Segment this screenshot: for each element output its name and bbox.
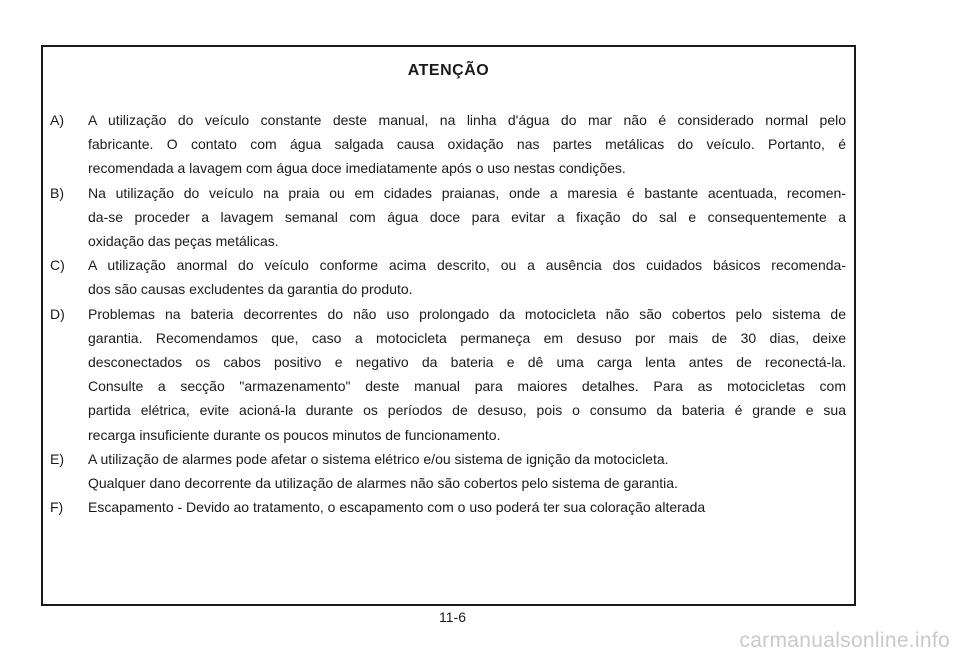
- item-letter: E): [50, 450, 64, 467]
- item-line: oxidação das peças metálicas.: [88, 233, 279, 250]
- item-b: [43, 181, 854, 254]
- item-line: recarga insuficiente durante os poucos minutos de funcionamento.: [88, 426, 501, 443]
- item-d: [43, 302, 854, 447]
- item-letter: B): [50, 184, 64, 201]
- item-letter: F): [50, 499, 64, 516]
- item-line: A utilização de alarmes pode afetar o sistema elétrico e/ou sistema de ignição da motocicleta.: [88, 450, 669, 467]
- page-number: 11-6: [439, 609, 466, 625]
- item-line: recomendada a lavagem com água doce imediatamente após o uso nestas condições.: [88, 160, 626, 177]
- item-letter: D): [50, 305, 65, 322]
- item-line: Na utilização do veículo na praia ou em cidades praianas, onde a maresia é bastante acentuada, recomen-: [88, 184, 846, 201]
- item-line: fabricante. O contato com água salgada causa oxidação nas partes metálicas do veículo. Portanto, é: [88, 136, 846, 153]
- item-line: Problemas na bateria decorrentes do não uso prolongado da motocicleta não são cobertos pelo sistema de: [88, 305, 846, 322]
- item-line: desconectados os cabos positivo e negativo da bateria e dê uma carga lenta antes de reconectá-la.: [88, 354, 846, 371]
- item-c: [43, 253, 854, 301]
- item-line: Qualquer dano decorrente da utilização de alarmes não são cobertos pelo sistema de garantia.: [88, 475, 678, 492]
- item-letter: C): [50, 257, 65, 274]
- item-a: [43, 108, 854, 181]
- item-line: partida elétrica, evite acioná-la durante os períodos de desuso, pois o consumo da bateria é grande e sua: [88, 402, 846, 419]
- warning-title: ATENÇÃO: [407, 62, 490, 79]
- item-line: A utilização anormal do veículo conforme acima descrito, ou a ausência dos cuidados básicos recomenda-: [88, 257, 846, 274]
- warning-box: [41, 45, 856, 606]
- item-line: dos são causas excludentes da garantia do produto.: [88, 281, 413, 298]
- item-e: [43, 447, 854, 495]
- warning-items: [43, 108, 854, 519]
- item-letter: A): [50, 112, 64, 128]
- watermark: carmanualsonline.info: [739, 629, 950, 652]
- item-line: Escapamento - Devido ao tratamento, o escapamento com o uso poderá ter sua coloração alterada: [88, 499, 706, 516]
- item-f: [43, 495, 854, 519]
- item-line: da-se proceder a lavagem semanal com água doce para evitar a fixação do sal e consequentemente a: [88, 208, 846, 225]
- item-line: Consulte a secção "armazenamento" deste manual para maiores detalhes. Para as motocicletas com: [88, 378, 846, 395]
- item-line: A utilização do veículo constante deste manual, na linha d'água do mar não é considerado normal pelo: [88, 112, 846, 128]
- item-line: garantia. Recomendamos que, caso a motocicleta permaneça em desuso por mais de 30 dias, deixe: [88, 329, 846, 346]
